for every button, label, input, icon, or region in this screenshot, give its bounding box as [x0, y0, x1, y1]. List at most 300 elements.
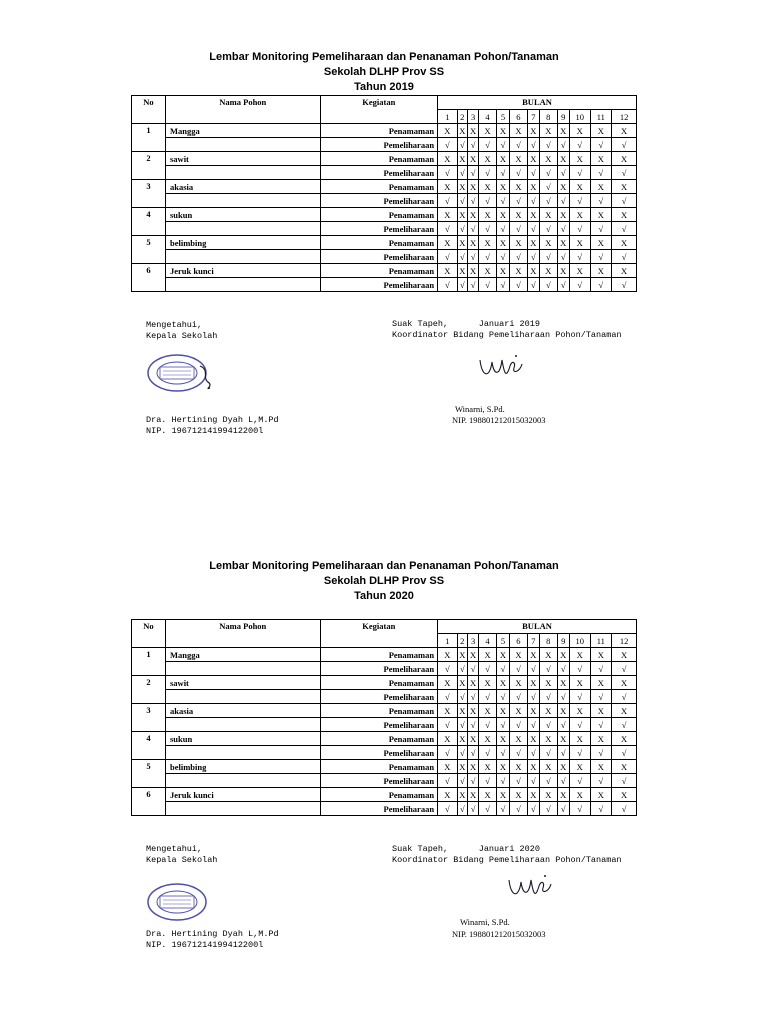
tree-name: akasia	[166, 180, 321, 194]
month-mark: X	[467, 236, 478, 250]
month-mark: √	[479, 138, 497, 152]
month-number: 5	[496, 634, 509, 648]
month-mark: X	[612, 264, 637, 278]
month-mark: √	[496, 802, 509, 816]
month-mark: √	[612, 278, 637, 292]
month-mark: √	[496, 278, 509, 292]
month-mark: X	[612, 152, 637, 166]
month-mark: √	[527, 166, 539, 180]
month-mark: X	[479, 648, 497, 662]
month-mark: X	[496, 732, 509, 746]
month-mark: X	[540, 788, 558, 802]
month-mark: X	[457, 264, 467, 278]
month-mark: √	[457, 138, 467, 152]
month-mark: X	[438, 760, 458, 774]
month-mark: √	[496, 718, 509, 732]
month-mark: √	[569, 718, 590, 732]
month-mark: √	[540, 746, 558, 760]
month-mark: √	[496, 662, 509, 676]
month-mark: √	[457, 802, 467, 816]
tree-name: Mangga	[166, 648, 321, 662]
month-mark: X	[438, 704, 458, 718]
month-mark: X	[438, 648, 458, 662]
sheet-year: Tahun 2020	[354, 590, 414, 602]
month-mark: √	[540, 250, 558, 264]
month-mark: X	[438, 676, 458, 690]
table-row	[132, 180, 637, 194]
month-mark: X	[612, 732, 637, 746]
month-mark: √	[612, 222, 637, 236]
month-mark: √	[569, 746, 590, 760]
month-mark: √	[590, 746, 612, 760]
month-mark: √	[557, 250, 569, 264]
month-number: 1	[438, 110, 458, 124]
month-mark: √	[438, 774, 458, 788]
month-mark: X	[510, 152, 528, 166]
month-mark: √	[557, 222, 569, 236]
month-mark: √	[569, 774, 590, 788]
month-mark: X	[557, 264, 569, 278]
month-mark: X	[510, 760, 528, 774]
month-number: 2	[457, 110, 467, 124]
month-mark: X	[590, 648, 612, 662]
sheet-year: Tahun 2019	[354, 81, 414, 93]
month-mark: X	[557, 124, 569, 138]
activity-label: Penamaman	[320, 264, 437, 278]
month-mark: √	[527, 278, 539, 292]
tree-name-blank	[166, 194, 321, 208]
monitoring-table	[131, 619, 637, 816]
tree-name-blank	[166, 718, 321, 732]
month-mark: √	[457, 718, 467, 732]
month-mark: X	[569, 180, 590, 194]
month-mark: √	[479, 166, 497, 180]
month-mark: √	[612, 774, 637, 788]
tree-name-blank	[166, 278, 321, 292]
month-number: 6	[510, 634, 528, 648]
col-activity-header: Kegiatan	[320, 96, 437, 124]
month-mark: X	[557, 676, 569, 690]
month-mark: X	[557, 760, 569, 774]
activity-label: Pemeliharaan	[320, 802, 437, 816]
principal-signature-icon	[196, 362, 218, 392]
activity-label: Pemeliharaan	[320, 662, 437, 676]
month-mark: X	[569, 152, 590, 166]
month-number: 10	[569, 110, 590, 124]
tree-name-blank	[166, 222, 321, 236]
col-no-header: No	[132, 620, 166, 648]
month-mark: √	[479, 774, 497, 788]
month-mark: X	[612, 788, 637, 802]
month-mark: √	[569, 166, 590, 180]
month-mark: √	[527, 194, 539, 208]
month-mark: X	[612, 648, 637, 662]
month-mark: X	[557, 732, 569, 746]
month-mark: X	[527, 760, 539, 774]
month-mark: √	[612, 718, 637, 732]
month-mark: √	[590, 250, 612, 264]
month-mark: X	[612, 236, 637, 250]
table-row	[132, 648, 637, 662]
table-row	[132, 236, 637, 250]
month-mark: X	[496, 124, 509, 138]
coordinator-name: Winarni, S.Pd.	[455, 404, 505, 414]
month-mark: X	[510, 124, 528, 138]
month-mark: X	[527, 788, 539, 802]
tree-name: Jeruk kunci	[166, 264, 321, 278]
activity-label: Pemeliharaan	[320, 746, 437, 760]
month-mark: X	[557, 180, 569, 194]
month-mark: X	[496, 788, 509, 802]
table-row	[132, 718, 637, 732]
month-mark: √	[540, 802, 558, 816]
month-mark: √	[479, 718, 497, 732]
month-mark: √	[590, 690, 612, 704]
month-mark: √	[590, 662, 612, 676]
month-mark: √	[467, 278, 478, 292]
month-mark: X	[557, 208, 569, 222]
activity-label: Pemeliharaan	[320, 278, 437, 292]
month-mark: √	[612, 138, 637, 152]
month-number: 12	[612, 634, 637, 648]
month-mark: √	[527, 718, 539, 732]
month-mark: √	[438, 194, 458, 208]
tree-name: Jeruk kunci	[166, 788, 321, 802]
month-mark: X	[569, 236, 590, 250]
principal-title: Kepala Sekolah	[146, 331, 218, 341]
sheet-title: Lembar Monitoring Pemeliharaan dan Penanaman Pohon/Tanaman	[209, 51, 559, 63]
month-mark: X	[569, 732, 590, 746]
month-mark: X	[527, 704, 539, 718]
month-mark: X	[540, 236, 558, 250]
month-mark: √	[438, 166, 458, 180]
month-mark: X	[557, 648, 569, 662]
col-name-header: Nama Pohon	[166, 96, 321, 124]
month-mark: X	[438, 152, 458, 166]
tree-name-blank	[166, 746, 321, 760]
month-mark: √	[457, 746, 467, 760]
month-mark: X	[590, 760, 612, 774]
month-mark: X	[496, 760, 509, 774]
month-mark: √	[557, 718, 569, 732]
month-mark: √	[590, 802, 612, 816]
month-mark: √	[467, 250, 478, 264]
month-mark: √	[590, 774, 612, 788]
month-number: 10	[569, 634, 590, 648]
month-mark: √	[457, 166, 467, 180]
coordinator-name: Winarni, S.Pd.	[460, 917, 510, 927]
month-mark: X	[527, 124, 539, 138]
month-mark: √	[569, 662, 590, 676]
activity-label: Pemeliharaan	[320, 194, 437, 208]
sheet-subtitle: Sekolah DLHP Prov SS	[323, 66, 445, 78]
month-mark: √	[557, 194, 569, 208]
month-mark: X	[527, 208, 539, 222]
month-mark: √	[457, 774, 467, 788]
table-body	[132, 620, 637, 816]
table-row	[132, 166, 637, 180]
month-mark: X	[590, 124, 612, 138]
month-mark: X	[510, 704, 528, 718]
month-mark: X	[438, 264, 458, 278]
month-mark: X	[569, 704, 590, 718]
tree-number: 1	[132, 124, 166, 152]
month-mark: X	[496, 648, 509, 662]
month-mark: X	[457, 124, 467, 138]
month-number: 4	[479, 110, 497, 124]
month-mark: √	[479, 194, 497, 208]
tree-number: 5	[132, 236, 166, 264]
month-mark: X	[496, 264, 509, 278]
month-mark: √	[612, 802, 637, 816]
activity-label: Penamaman	[320, 152, 437, 166]
month-mark: √	[467, 138, 478, 152]
month-mark: √	[540, 718, 558, 732]
tree-name: belimbing	[166, 236, 321, 250]
month-mark: X	[467, 124, 478, 138]
tree-name: sukun	[166, 208, 321, 222]
month-mark: X	[569, 208, 590, 222]
month-mark: X	[557, 788, 569, 802]
month-mark: X	[438, 732, 458, 746]
month-mark: √	[510, 802, 528, 816]
col-activity-header: Kegiatan	[320, 620, 437, 648]
month-mark: X	[496, 704, 509, 718]
month-mark: X	[612, 124, 637, 138]
month-mark: X	[569, 264, 590, 278]
month-mark: X	[467, 264, 478, 278]
month-mark: √	[557, 278, 569, 292]
month-mark: X	[479, 732, 497, 746]
principal-nip: NIP. 19671214199412200l	[146, 426, 264, 436]
month-mark: √	[438, 802, 458, 816]
month-mark: √	[590, 278, 612, 292]
activity-label: Penamaman	[320, 236, 437, 250]
month-mark: √	[569, 138, 590, 152]
activity-label: Penamaman	[320, 124, 437, 138]
month-mark: X	[557, 152, 569, 166]
month-mark: √	[510, 222, 528, 236]
month-mark: √	[438, 222, 458, 236]
month-number: 5	[496, 110, 509, 124]
tree-number: 1	[132, 648, 166, 676]
month-mark: √	[496, 250, 509, 264]
tree-name-blank	[166, 166, 321, 180]
month-mark: √	[479, 662, 497, 676]
header-row	[132, 620, 637, 634]
month-mark: X	[457, 760, 467, 774]
month-mark: √	[496, 222, 509, 236]
month-mark: X	[510, 732, 528, 746]
month-mark: X	[479, 208, 497, 222]
month-number: 12	[612, 110, 637, 124]
month-mark: X	[510, 676, 528, 690]
month-mark: √	[590, 166, 612, 180]
month-mark: X	[457, 676, 467, 690]
month-number: 6	[510, 110, 528, 124]
month-mark: X	[569, 760, 590, 774]
tree-number: 4	[132, 732, 166, 760]
month-mark: X	[510, 648, 528, 662]
month-mark: √	[479, 802, 497, 816]
month-mark: √	[438, 278, 458, 292]
month-mark: √	[569, 802, 590, 816]
month-mark: X	[467, 760, 478, 774]
coordinator-title: Koordinator Bidang Pemeliharaan Pohon/Tanaman	[392, 855, 622, 865]
month-mark: X	[479, 788, 497, 802]
month-mark: X	[467, 648, 478, 662]
tree-number: 6	[132, 788, 166, 816]
place-date: Suak Tapeh, Januari 2020	[392, 844, 540, 854]
month-mark: X	[540, 732, 558, 746]
month-mark: √	[457, 690, 467, 704]
tree-name-blank	[166, 802, 321, 816]
month-mark: X	[438, 208, 458, 222]
month-mark: X	[479, 236, 497, 250]
month-mark: √	[612, 250, 637, 264]
month-mark: X	[527, 152, 539, 166]
month-number: 7	[527, 110, 539, 124]
month-mark: X	[540, 704, 558, 718]
table-row	[132, 760, 637, 774]
month-mark: √	[540, 662, 558, 676]
activity-label: Penamaman	[320, 760, 437, 774]
sheet-subtitle: Sekolah DLHP Prov SS	[323, 575, 445, 587]
month-mark: X	[540, 208, 558, 222]
principal-name: Dra. Hertining Dyah L,M.Pd	[146, 415, 279, 425]
month-mark: X	[467, 732, 478, 746]
col-name-header: Nama Pohon	[166, 620, 321, 648]
month-mark: √	[467, 718, 478, 732]
month-mark: √	[612, 166, 637, 180]
month-mark: √	[510, 278, 528, 292]
month-mark: X	[569, 648, 590, 662]
month-number: 7	[527, 634, 539, 648]
month-mark: X	[527, 676, 539, 690]
month-mark: √	[510, 690, 528, 704]
table-row	[132, 774, 637, 788]
month-number: 4	[479, 634, 497, 648]
month-mark: √	[467, 166, 478, 180]
month-mark: √	[557, 662, 569, 676]
col-months-header: BULAN	[438, 96, 637, 110]
month-mark: √	[457, 194, 467, 208]
month-mark: X	[438, 124, 458, 138]
month-mark: X	[527, 264, 539, 278]
tree-number: 4	[132, 208, 166, 236]
month-mark: √	[438, 690, 458, 704]
coordinator-signature-icon	[476, 352, 528, 382]
month-mark: X	[496, 208, 509, 222]
activity-label: Penamaman	[320, 732, 437, 746]
month-number: 8	[540, 110, 558, 124]
activity-label: Pemeliharaan	[320, 222, 437, 236]
month-mark: √	[438, 746, 458, 760]
table-row	[132, 264, 637, 278]
activity-label: Penamaman	[320, 676, 437, 690]
month-mark: √	[438, 718, 458, 732]
acknowledged-label: Mengetahui,	[146, 320, 203, 330]
month-mark: √	[496, 690, 509, 704]
table-row	[132, 278, 637, 292]
monitoring-sheet-2020	[0, 512, 768, 1024]
month-mark: √	[527, 774, 539, 788]
tree-name: belimbing	[166, 760, 321, 774]
activity-label: Penamaman	[320, 208, 437, 222]
month-mark: √	[457, 278, 467, 292]
month-mark: X	[457, 236, 467, 250]
activity-label: Penamaman	[320, 648, 437, 662]
month-number: 2	[457, 634, 467, 648]
month-mark: X	[467, 676, 478, 690]
month-mark: √	[540, 690, 558, 704]
tree-number: 2	[132, 676, 166, 704]
month-mark: √	[557, 690, 569, 704]
month-mark: √	[467, 222, 478, 236]
month-mark: X	[467, 180, 478, 194]
month-mark: X	[590, 180, 612, 194]
month-mark: √	[467, 662, 478, 676]
month-mark: √	[540, 138, 558, 152]
month-mark: √	[557, 138, 569, 152]
month-mark: X	[557, 704, 569, 718]
month-mark: √	[467, 746, 478, 760]
month-mark: X	[467, 788, 478, 802]
coordinator-signature-icon	[505, 872, 557, 902]
tree-name-blank	[166, 774, 321, 788]
month-mark: √	[510, 718, 528, 732]
month-mark: X	[496, 180, 509, 194]
month-mark: √	[569, 194, 590, 208]
tree-number: 3	[132, 180, 166, 208]
month-mark: √	[557, 774, 569, 788]
table-row	[132, 208, 637, 222]
month-mark: X	[467, 704, 478, 718]
tree-name: sukun	[166, 732, 321, 746]
month-mark: X	[457, 704, 467, 718]
table-row	[132, 732, 637, 746]
month-mark: X	[496, 152, 509, 166]
month-mark: √	[527, 138, 539, 152]
month-mark: X	[612, 208, 637, 222]
month-number: 9	[557, 110, 569, 124]
month-mark: √	[510, 250, 528, 264]
month-mark: √	[510, 662, 528, 676]
month-mark: X	[496, 676, 509, 690]
month-mark: X	[590, 236, 612, 250]
month-mark: √	[438, 662, 458, 676]
month-mark: X	[540, 648, 558, 662]
month-mark: X	[479, 152, 497, 166]
month-mark: √	[467, 690, 478, 704]
month-mark: √	[467, 802, 478, 816]
month-mark: √	[527, 222, 539, 236]
table-row	[132, 194, 637, 208]
month-mark: X	[467, 152, 478, 166]
month-mark: √	[527, 746, 539, 760]
month-mark: √	[540, 222, 558, 236]
month-mark: √	[527, 662, 539, 676]
coordinator-nip: NIP. 198801212015032003	[452, 929, 546, 939]
month-mark: X	[457, 648, 467, 662]
tree-name-blank	[166, 662, 321, 676]
month-mark: X	[590, 732, 612, 746]
month-mark: X	[590, 676, 612, 690]
month-mark: X	[510, 236, 528, 250]
month-mark: √	[612, 690, 637, 704]
month-number: 3	[467, 110, 478, 124]
month-mark: √	[479, 250, 497, 264]
